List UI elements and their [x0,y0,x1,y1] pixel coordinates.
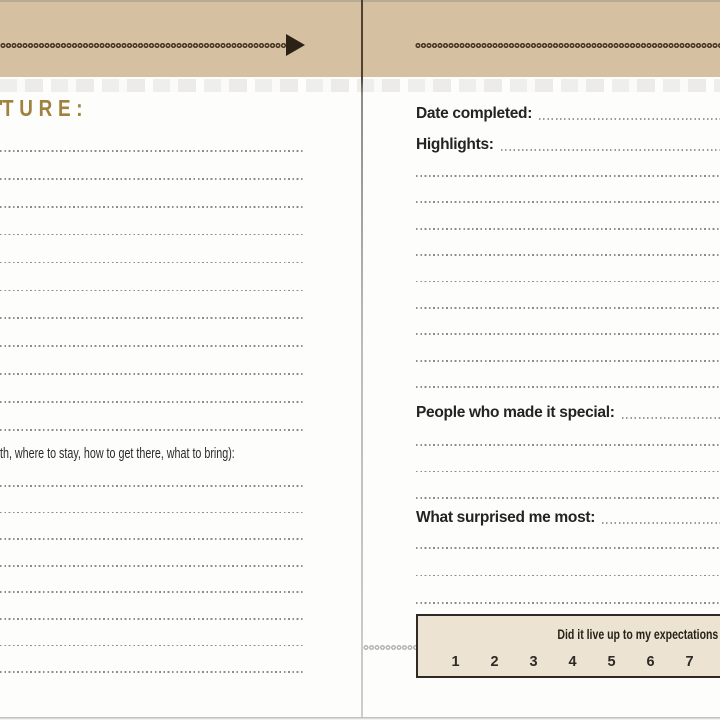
header-band [0,0,720,77]
writing-line [0,538,305,540]
scale-number: 5 [607,654,616,670]
writing-line [416,254,720,256]
writing-line [0,290,305,292]
writing-line [0,565,305,567]
writing-line [416,175,720,177]
people-row [416,403,720,421]
dotted-fill-line [501,149,720,151]
surprised-row [416,508,720,526]
writing-line [0,485,305,487]
writing-line [0,317,305,319]
dotted-fill-line [622,417,720,419]
writing-line [416,360,720,362]
writing-line [0,206,305,208]
highlights-label: Highlights: [416,135,494,153]
people-label: People who made it special: [416,403,615,421]
writing-line [0,671,305,673]
writing-line [416,602,720,604]
writing-line [416,444,720,446]
expectations-rating-box [416,614,720,678]
chain-stitch-divider-icon [415,41,720,50]
writing-line [416,575,720,577]
writing-line [0,401,305,403]
writing-line [0,345,305,347]
writing-line [0,429,305,431]
writing-line [0,150,305,152]
book-spine [361,0,363,717]
writing-line [0,262,305,264]
writing-line [416,307,720,309]
writing-line [0,618,305,620]
writing-line [416,201,720,203]
chain-stitch-divider-light-icon [363,643,416,652]
surprised-label: What surprised me most: [416,508,596,526]
dotted-fill-line [539,118,720,120]
page-title: TURE: [2,95,89,121]
writing-line [416,281,720,283]
scale-number: 4 [568,654,577,670]
writing-line [0,178,305,180]
plans-caption: th, where to stay, how to get there, what to bring): [0,446,235,462]
scale-number: 3 [529,654,538,670]
scale-number: 1 [451,654,460,670]
writing-line [416,497,720,499]
writing-line [0,591,305,593]
writing-line [0,373,305,375]
writing-line [0,512,305,514]
writing-line [0,234,305,236]
writing-line [416,333,720,335]
date-completed-label: Date completed: [416,104,533,122]
rating-question: Did it live up to my expectations [557,627,718,642]
arrow-right-icon [286,34,305,56]
scale-number: 7 [685,654,694,670]
scale-number: 2 [490,654,499,670]
writing-line [0,645,305,647]
writing-line [416,471,720,473]
dotted-fill-line [602,522,720,524]
writing-line [416,547,720,549]
highlights-row [416,135,720,153]
chain-stitch-divider-icon [0,41,287,50]
scale-number: 6 [646,654,655,670]
page-show-through [0,79,720,92]
writing-line [416,386,720,388]
rating-scale [436,654,709,670]
date-completed-row [416,104,720,122]
writing-line [416,228,720,230]
